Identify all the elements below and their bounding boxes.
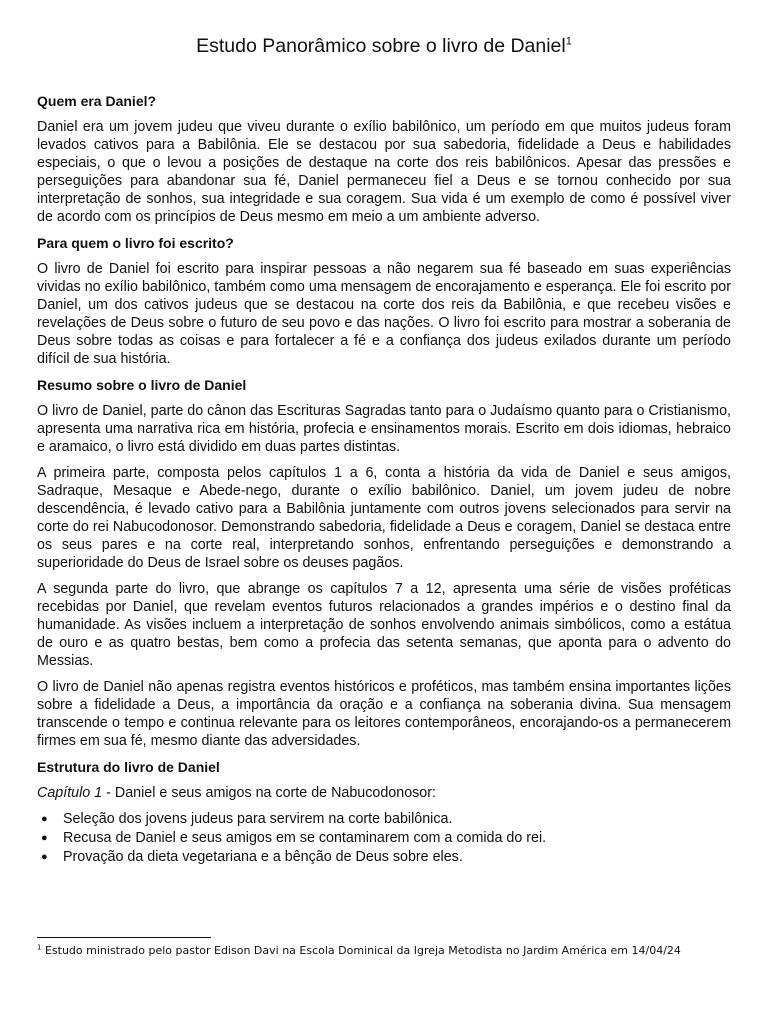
section-heading-who-was-daniel: Quem era Daniel?: [37, 93, 157, 109]
footnote-divider: [37, 937, 211, 938]
list-item-text: Recusa de Daniel e seus amigos em se contaminarem com a comida do rei.: [63, 830, 547, 846]
list-item-text: Provação da dieta vegetariana e a bênção de Deus sobre eles.: [63, 849, 463, 865]
section-heading-audience: Para quem o livro foi escrito?: [37, 235, 234, 251]
list-item: [41, 848, 731, 867]
bullet-icon: ●: [41, 851, 48, 863]
title-text: Estudo Panorâmico sobre o livro de Daniel: [196, 35, 566, 57]
paragraph-summary-lessons: O livro de Daniel não apenas registra eventos históricos e proféticos, mas também ensina importantes lições sobre a fidelidade a Deus, a importância da oração e a confiança na soberania divina. Sua mensagem transcende o tempo e continua relevante para os leitores contemporâneos, encorajando-os a permanecerem firmes em sua fé, mesmo diante das adversidades.: [37, 679, 731, 749]
paragraph-summary-part-one: A primeira parte, composta pelos capítulos 1 a 6, conta a história da vida de Daniel e seus amigos, Sadraque, Mesaque e Abede-nego, durante o exílio babilônico. Daniel, um jovem judeu de nobre descendência, é levado cativo para a Babilônia juntamente com outros jovens selecionados para servir na corte do rei Nabucodonosor. Demonstrando sabedoria, fidelidade a Deus e coragem, Daniel se destaca entre os seus pares e na corte real, interpretando sonhos, enfrentando perseguições e demonstrando a superioridade do Deus de Israel sobre os deuses pagãos.: [37, 465, 731, 571]
chapter-1-label: Capítulo 1: [37, 785, 103, 801]
paragraph-audience: O livro de Daniel foi escrito para inspirar pessoas a não negarem sua fé baseado em suas experiências vividas no exílio babilônico, também como uma mensagem de encorajamento e esperança. Ele foi escrito por Daniel, um dos cativos judeus que se destacou na corte dos reis da Babilônia, e que recebeu visões e revelações de Deus sobre o futuro de seu povo e das nações. O livro foi escrito para mostrar a soberania de Deus sobre todas as coisas e para fortalecer a fé e a confiança dos judeus exilados durante um período difícil de sua história.: [37, 261, 731, 367]
footnote-marker: 1: [37, 943, 42, 952]
section-heading-structure: Estrutura do livro de Daniel: [37, 759, 220, 775]
chapter-1-list: [37, 810, 731, 867]
paragraph-summary-part-two: A segunda parte do livro, que abrange os capítulos 7 a 12, apresenta uma série de visões proféticas recebidas por Daniel, que revelam eventos futuros relacionados a grandes impérios e o destino final da humanidade. As visões incluem a interpretação de sonhos envolvendo animais simbólicos, como a estátua de ouro e as quatro bestas, bem como a profecia das setenta semanas, que aponta para o advento do Messias.: [37, 581, 731, 669]
paragraph-who-was-daniel: Daniel era um jovem judeu que viveu durante o exílio babilônico, um período em que muitos judeus foram levados cativos para a Babilônia. Ele se destacou por sua sabedoria, fidelidade a Deus e habilidades especiais, o que o levou a posições de destaque na corte dos reis babilônicos. Apesar das pressões e perseguições para abandonar sua fé, Daniel permaneceu fiel a Deus e se tornou conhecido por sua interpretação de sonhos, sua integridade e sua coragem. Sua vida é um exemplo de como é possível viver de acordo com os princípios de Deus mesmo em meio a um ambiente adverso.: [37, 119, 731, 225]
title-footnote-marker: 1: [565, 35, 572, 48]
chapter-1-separator: -: [102, 785, 115, 801]
list-item: [41, 829, 731, 848]
footnote: [37, 943, 737, 959]
bullet-icon: ●: [41, 813, 48, 825]
footnote-text: Estudo ministrado pelo pastor Edison Davi na Escola Dominical da Igreja Metodista no Jardim América em 14/04/24: [41, 944, 681, 957]
section-heading-summary: Resumo sobre o livro de Daniel: [37, 377, 247, 393]
bullet-icon: ●: [41, 832, 48, 844]
list-item-text: Seleção dos jovens judeus para servirem na corte babilônica.: [63, 811, 453, 827]
chapter-1-line: [37, 784, 731, 802]
list-item: [41, 810, 731, 829]
chapter-1-description: Daniel e seus amigos na corte de Nabucodonosor:: [114, 785, 436, 801]
paragraph-summary-intro: O livro de Daniel, parte do cânon das Escrituras Sagradas tanto para o Judaísmo quanto para o Cristianismo, apresenta uma narrativa rica em história, profecia e ensinamentos morais. Escrito em dois idiomas, hebraico e aramaico, o livro está dividido em duas partes distintas.: [37, 403, 731, 455]
document-title: [37, 34, 731, 58]
